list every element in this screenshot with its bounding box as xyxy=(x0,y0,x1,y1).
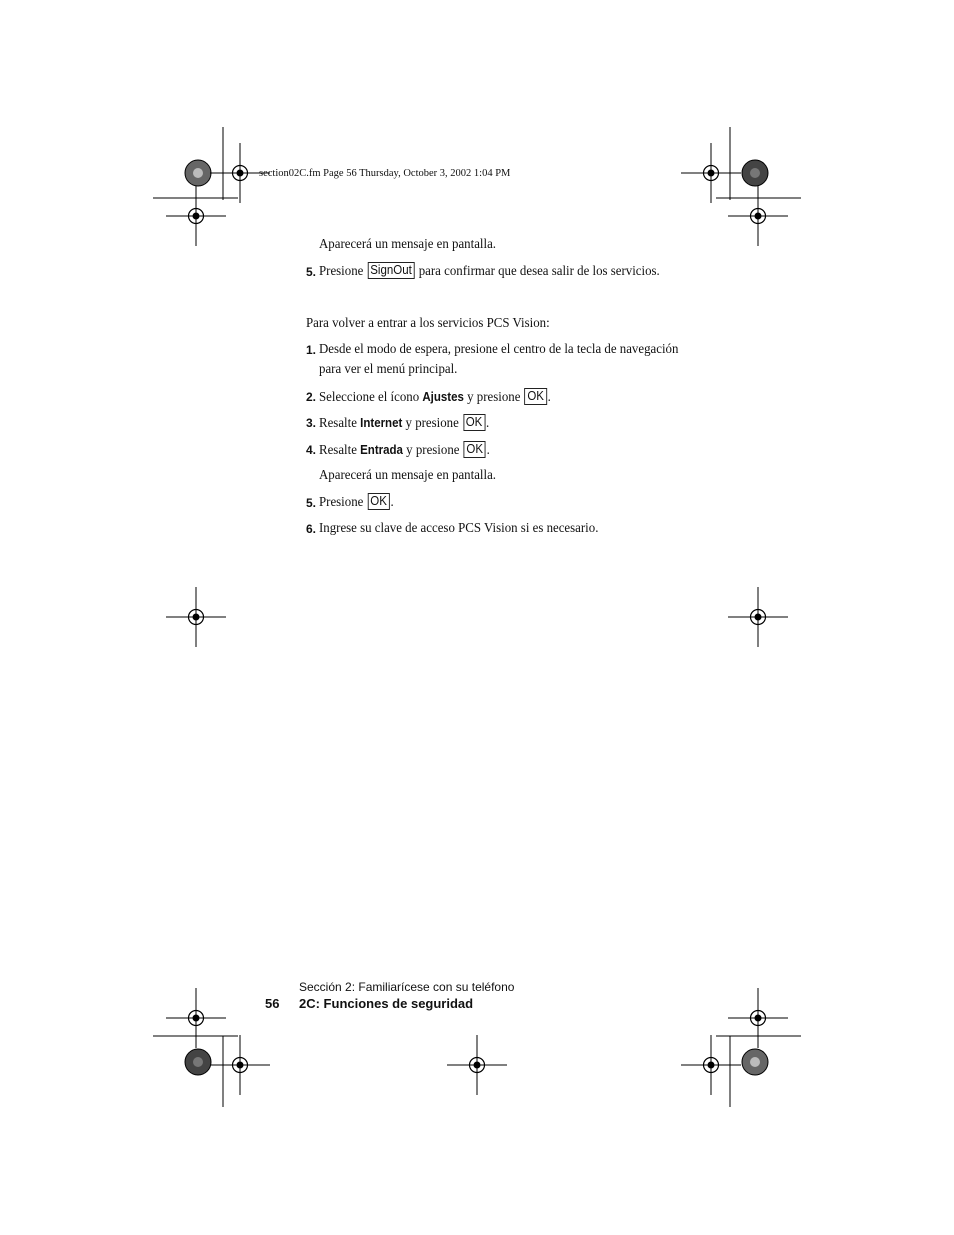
step-text: Resalte Entrada y presione OK . xyxy=(319,442,490,458)
message-note: Aparecerá un mensaje en pantalla. xyxy=(319,468,497,483)
step-number: 1. xyxy=(306,343,317,357)
step-text: Presione OK . xyxy=(319,494,394,510)
step-text: Ingrese su clave de acceso PCS Vision si es necesario. xyxy=(319,521,599,536)
reenter-intro: Para volver a entrar a los servicios PCS Vision: xyxy=(306,316,550,331)
registration-mark-icon xyxy=(166,186,226,246)
step-number: 2. xyxy=(306,390,317,404)
registration-mark-icon xyxy=(681,143,741,203)
step-number: 5. xyxy=(306,265,317,279)
step-number: 4. xyxy=(306,443,317,457)
ok-key: OK xyxy=(368,493,390,510)
registration-mark-icon xyxy=(447,1035,507,1095)
footer-subsection-title: 2C: Funciones de seguridad xyxy=(299,996,474,1011)
registration-mark-icon xyxy=(728,186,788,246)
step-number: 5. xyxy=(306,496,317,510)
menu-term: Entrada xyxy=(360,443,403,457)
ok-key: OK xyxy=(525,388,547,405)
registration-mark-icon xyxy=(728,587,788,647)
step-text: Seleccione el ícono Ajustes y presione OK . xyxy=(319,389,551,405)
star-target-icon xyxy=(742,160,768,186)
star-target-icon xyxy=(185,1049,211,1075)
menu-term: Internet xyxy=(360,416,403,430)
step-text: Presione SignOut para confirmar que desea salir de los servicios. xyxy=(319,263,660,279)
footer-section-title: Sección 2: Familiarícese con su teléfono xyxy=(299,980,515,994)
star-target-icon xyxy=(185,160,211,186)
step-number: 6. xyxy=(306,522,317,536)
ok-key: OK xyxy=(464,441,486,458)
step-text: Resalte Internet y presione OK . xyxy=(319,415,490,431)
star-target-icon xyxy=(742,1049,768,1075)
registration-mark-icon xyxy=(166,587,226,647)
page-number: 56 xyxy=(265,996,280,1011)
registration-mark-icon xyxy=(681,1035,741,1095)
registration-mark-icon xyxy=(166,988,226,1048)
step-number: 3. xyxy=(306,416,317,430)
signout-softkey: SignOut xyxy=(368,262,415,279)
message-note: Aparecerá un mensaje en pantalla. xyxy=(319,237,497,252)
menu-term: Ajustes xyxy=(422,390,464,404)
registration-mark-icon xyxy=(210,1035,270,1095)
step-text: Desde el modo de espera, presione el centro de la tecla de navegación para ver el menú principal. xyxy=(319,342,679,377)
ok-key: OK xyxy=(463,414,485,431)
printer-slug-line: section02C.fm Page 56 Thursday, October 3, 2002 1:04 PM xyxy=(259,168,511,179)
registration-mark-icon xyxy=(728,988,788,1048)
